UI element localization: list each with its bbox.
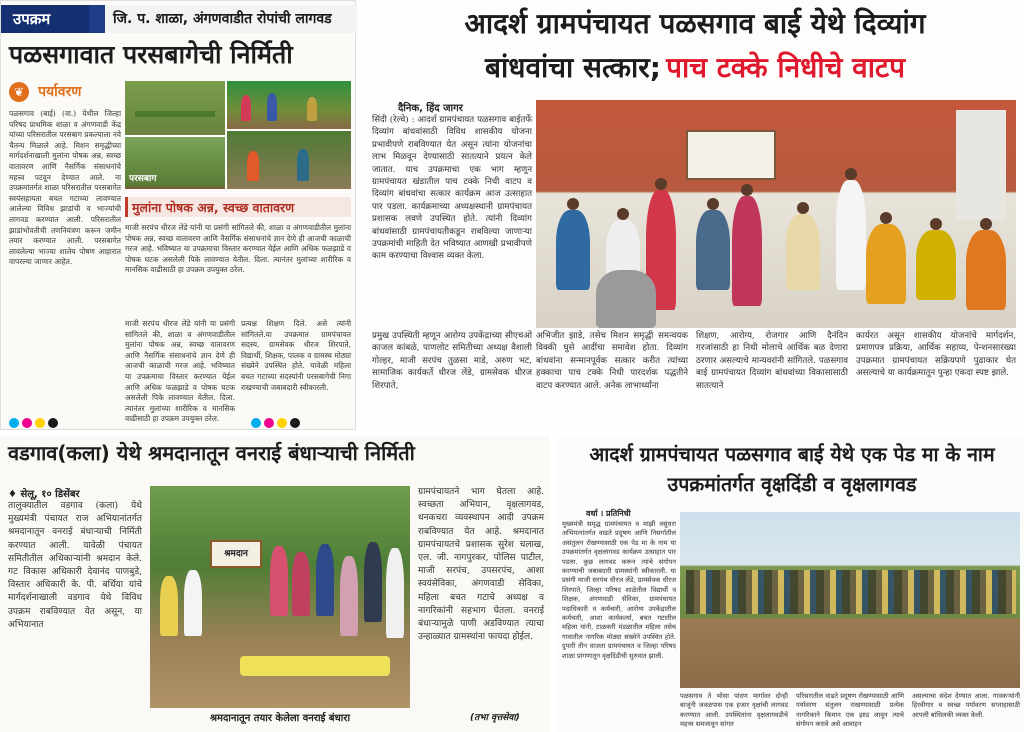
clip3-column-1: तालुक्यातील वडगाव (कला) येथे मुख्यमंत्री पंचायत राज अभियानांतर्गत श्रमदानातून वनराई बंधाऱ्याची निर्मिती करण्यात आली. यावेळी पंचायत समितीतील अधिकाऱ्यांनी श्रमदान केले. गट विकास अधिकारी देवानंद पाणबुडे, विस्तार अधिकारी के. पी. बर्धिया यांचे मार्गदर्शनाखाली वडगाव येथे विविध उपक्रम राबविण्यात येत असून, या अभियानात — [8, 501, 142, 630]
clip1-column-3: माजी सरपंच धीरज लेंडे यांनी या प्रसंगी सांगितले की, शाळा व अंगणवाडीतील मुलांना पोषक अन्न, स्वच्छ वातावरण आणि नैसर्गिक संसाधनांचे ज्ञान देणे ही आजची काळाची गरज आहे. भविष्यात या उपक्रमाचा विस्तार करण्यात येईल आणि अधिक फळझाडे व पोषक घटक असलेली पिके लावण्यात येतील. दिला. त्यानंतर मुलांच्या शारीरिक व मानसिक वाढीसाठी हा उपक्रम उपयुक्त ठरेल. — [125, 319, 235, 424]
garden-photo-caption: परसबाग — [129, 174, 157, 184]
clip-header-strip — [1, 5, 357, 33]
clip4-caption-column-1: पळसगाव ते भोसा पांदण मार्गावर दोन्ही बाजूंनी जवळपास एक हजार वृक्षांची लागवड करण्यात आली. उपस्थितांना वृक्षलागवडीचे महत्त्व समजावून सांगत — [680, 692, 788, 729]
clip2-bottom-column-3: शिक्षण, आरोग्य, रोजगार आणि दैनंदिन गरजांसाठी हा निधी मोलाचे आर्थिक बळ देणारा ठरणार असल्याचे मान्यवरांनी सांगितले. पळसगाव बाई ग्रामपंचायत दिव्यांग बांधवांच्या विकासासाठी सातत्याने — [696, 331, 848, 391]
crowd-row — [686, 570, 1016, 614]
shramdan-banner — [210, 540, 262, 568]
print-color-dots — [9, 413, 61, 425]
shramdan-photo-caption: श्रमदानातून तयार केलेला वनराई बंधारा — [209, 713, 351, 724]
clip2-dateline: दैनिक, हिंद जागर — [398, 103, 463, 114]
clip2-headline-black: बांधवांचा सत्कार; — [485, 51, 661, 84]
shramdan-photo — [150, 486, 410, 708]
clip2-headline-red: पाच टक्के निधीचे वाटप — [666, 51, 905, 84]
clip1-column-4: प्रत्यक्ष शिक्षण दिले. असे त्यांनी सांगितले.या उपक्रमात ग्रामपंचायत सदस्य, ग्रामसेवक धीरज शिरपाते, विद्यार्थी, शिक्षक, पालक व ग्रामस्थ मोठ्या संख्येने उपस्थित होते. यावेळी महिला बचत गटाच्या सदस्यांनी परसबागेची निगा राखण्याची जबाबदारी स्वीकारली. — [241, 319, 351, 392]
garden-photo-2 — [227, 81, 351, 129]
clip2-headline-line2 — [372, 52, 1018, 84]
clip4-dateline: वर्धा । प्रतिनिधी — [586, 509, 631, 518]
clip4-column-1: मुख्यमंत्री समृद्ध ग्रामपंचायत व माझी वसुंधरा अभियानांतर्गत वाढते प्रदूषण आणि निसर्गातील असंतुलन रोखण्यासाठी एक पेड मा के नाम या उपक्रमांतर्गत वृक्षलागवड कार्यक्रम उत्साहात पार पडला. कुछ लागवड करून त्यांचे संगोपन करण्याची जबाबदारी ग्रामस्थांनी स्वीकारली. या प्रसंगी माजी सरपंच धीरज लेंडे, ग्रामसेवक धीरज शिरपाते, जिल्हा परिषद शाळेतील विद्यार्थी व शिक्षक, अंगणवाडी सेविका, ग्रामपंचायत पदाधिकारी व कर्मचारी, आरोग्य उपकेंद्रातील कर्मचारी, आशा कार्यकर्त्या, बचत गटातील महिला यांनी, टाळकरी मंडळातील महिला तसेच गावातील नागरिक मोठ्या संख्येने उपस्थित होते. दुपारी तीन वाजता ग्रामपंचायत व जिल्हा परिषद शाळा प्रांगणातून वृक्षदिंडीची सुरुवात झाली. — [562, 520, 676, 660]
clip4-caption-column-2: परिसरातील वाढते प्रदूषण रोखण्यासाठी आणि पर्यावरण संतुलन राखण्यासाठी प्रत्येक नागरिकाने किमान एक झाड लावून त्याचे संगोपन करावे असे आवाहन — [796, 692, 904, 729]
clip3-column-2: ग्रामपंचायतने भाग घेतला आहे. स्वच्छता अभियान, वृक्षलागवड, धनकचरा व्यवस्थापन आदी उपक्रम राबविण्यात येत आहे. श्रमदानात ग्रामपंचायतचे प्रशासक सुरेश चलाख, एल. जी. नागपुरकर, पोलिस पाटील, माजी सरपंच, उपसरपंच, आशा स्वयंसेविका, अंगणवाडी सेविका, महिला बचत गटाचे अध्यक्ष व नागरिकांनी सहभाग घेतला. वनराई बंधाऱ्यामुळे पाणी अडविण्यात त्याचा उन्हाळ्यात ग्रामस्थांना फायदा होईल. — [418, 487, 544, 643]
felicitation-photo — [536, 100, 1016, 328]
clip1-subheadline: मुलांना पोषक अन्न, स्वच्छ वातावरण — [132, 200, 295, 215]
garden-photo-3 — [227, 131, 351, 189]
section-tag — [9, 81, 121, 105]
clip1-headline: पळसगावात परसबागेची निर्मिती — [9, 40, 293, 69]
header-strip-text: जि. प. शाळा, अंगणवाडीत रोपांची लागवड — [105, 5, 357, 33]
leaf-icon: ❦ — [9, 82, 29, 102]
news-clipping-parasbag — [0, 0, 356, 430]
print-color-dots-2 — [251, 413, 303, 425]
wall-door — [956, 110, 1006, 220]
news-clipping-divyang-felicitation — [362, 0, 1024, 430]
clip4-caption-column-3: असल्याचा संदेश देण्यात आला. गावकऱ्यांनी हिरवीगार व स्वच्छ पर्यावरण सप्ताहासाठी आपली बांधिलकी व्यक्त केली. — [912, 692, 1020, 719]
garden-photo-4 — [125, 135, 225, 187]
clip1-column-1: पळसगाव (बाई) (वा.) येथील जिल्हा परिषद प्राथमिक शाळा व अंगणवाडी केंद्र यांच्या परिसरातील परसबाग प्रकल्पाला नवे चैतन्य मिळाले आहे. मिशन समृद्धीच्या मार्गदर्शनाखाली मुलांना पोषक अन्न, स्वच्छ वातावरण आणि नैसर्गिक संसाधनांचे महत्त्व पटवून देण्यात आले. ना उपक्रमांतर्गत शाळा परिसरातील परसबागेत स्वयंसहायता बचत गटाच्या लावण्यात आलेल्या विविध झाडांची व भाज्यांची लागवड करण्यात आली. परिसरातील झाडांभोवतीची तणनियंत्रण करून जमीन तयार करण्यात आली. परसबागेत लावलेल्या भाज्या शालेय पोषण आहारात वापरल्या जाणार आहेत. — [9, 109, 121, 267]
clip2-bottom-column-2: अभिजीत झाडे, तसेच मिशन समृद्धी समन्वयक विक्की घुसे आदींचा समावेश होता. दिव्यांग बांधवांना सन्मानपूर्वक सत्कार करीत त्यांच्या हक्काचा पाच टक्के निधी पारदर्शक पद्धतीने वाटप करण्यात आले. अनेक लाभार्थ्यांना — [536, 331, 688, 391]
clip3-signoff: (तभा वृत्तसेवा) — [470, 713, 520, 723]
clip3-headline: वडगाव(कला) येथे श्रमदानातून वनराई बंधाऱ्याची निर्मिती — [8, 441, 415, 465]
clip1-column-2: माजी सरपंच धीरज लेंडे यांनी या प्रसंगी सांगितले की, शाळा व अंगणवाडीतील मुलांना पोषक अन्न, स्वच्छ वातावरण आणि नैसर्गिक संसाधनांचे ज्ञान देणे ही आजची काळाची गरज आहे. भविष्यात या उपक्रमाचा विस्तार करण्यात येईल आणि अधिक फळझाडे व पोषक घटक असलेली पिके लावण्यात येतील. दिला. त्यानंतर मुलांच्या शारीरिक व मानसिक वाढीसाठी हा उपक्रम उपयुक्त ठरेल. — [125, 223, 351, 275]
clip4-headline: आदर्श ग्रामपंचायत पळसगाव बाई येथे एक पेड मा के नाम उपक्रमांतर्गत वृक्षदिंडी व वृक्षलागवड — [589, 443, 995, 496]
plantation-photo — [680, 512, 1020, 688]
clip3-dateline: ♦ सेलू, १० डिसेंबर — [8, 489, 80, 500]
wall-banner — [686, 130, 776, 180]
clip2-bottom-column-4: कार्यरत असून शासकीय योजनांचे मार्गदर्शन, प्रमाणपत्र प्रक्रिया, आर्थिक सहाय्य, पेन्शनसारख्या उपक्रमात ग्रामपंचायत सक्रियपणे पुढाकार घेत असल्याचे या कार्यक्रमातून पुन्हा एकदा स्पष्ट झाले. — [856, 331, 1016, 379]
kicker-label: उपक्रम — [1, 5, 89, 33]
clip2-bottom-column-1: प्रमुख उपस्थिती म्हणून आरोग्य उपकेंद्राच्या सीएचओ काजल कांबळे, पाणलोट समितीच्या अध्यक्ष वैशाली गोल्हर, माजी सरपंच तुळसा माडे, अरुण भट, सामाजिक कार्यकर्ते धीरज लेंडे, ग्रामसेवक धीरज शिरपाते, — [372, 331, 532, 391]
shramdan-banner-text: श्रमदान — [224, 549, 248, 559]
clip1-subheadline-box — [125, 197, 351, 217]
clip2-headline-line1: आदर्श ग्रामपंचायत पळसगाव बाई येथे दिव्यांग — [464, 7, 926, 40]
section-label: पर्यावरण — [38, 84, 82, 100]
sandbag-wall — [240, 656, 390, 676]
news-clipping-tree-plantation — [556, 436, 1024, 732]
clip2-column-1: सिंदी (रेल्वे) : आदर्श ग्रामपंचायत पळसगाव बाईतर्फे दिव्यांग बांधवांसाठी विविध शासकीय योजना प्रभावीपणे राबविण्यात येत असून त्यांना योजनांचा लाभ मिळवून देण्यासाठी सातत्याने प्रयत्न केले जातात. याच उपक्रमाचा एक भाग म्हणून ग्रामपंचायत खंडातील पाच टक्के निधी वाटप व दिव्यांग बांधवांचा सत्कार कार्यक्रम आज उत्साहात पार पडला. कार्यक्रमाच्या अध्यक्षस्थानी ग्रामपंचायत प्रशासक लवणे उपस्थित होते. त्यांनी दिव्यांग बांधवांसाठी ग्रामपंचायतीकडून राबविल्या जाणाऱ्या उपक्रमांची माहिती देत भविष्यात आणखी प्रभावीपणे काम करण्याचा विश्वास व्यक्त केला. — [372, 115, 532, 262]
news-clipping-vanrai-bandhara — [0, 436, 550, 732]
